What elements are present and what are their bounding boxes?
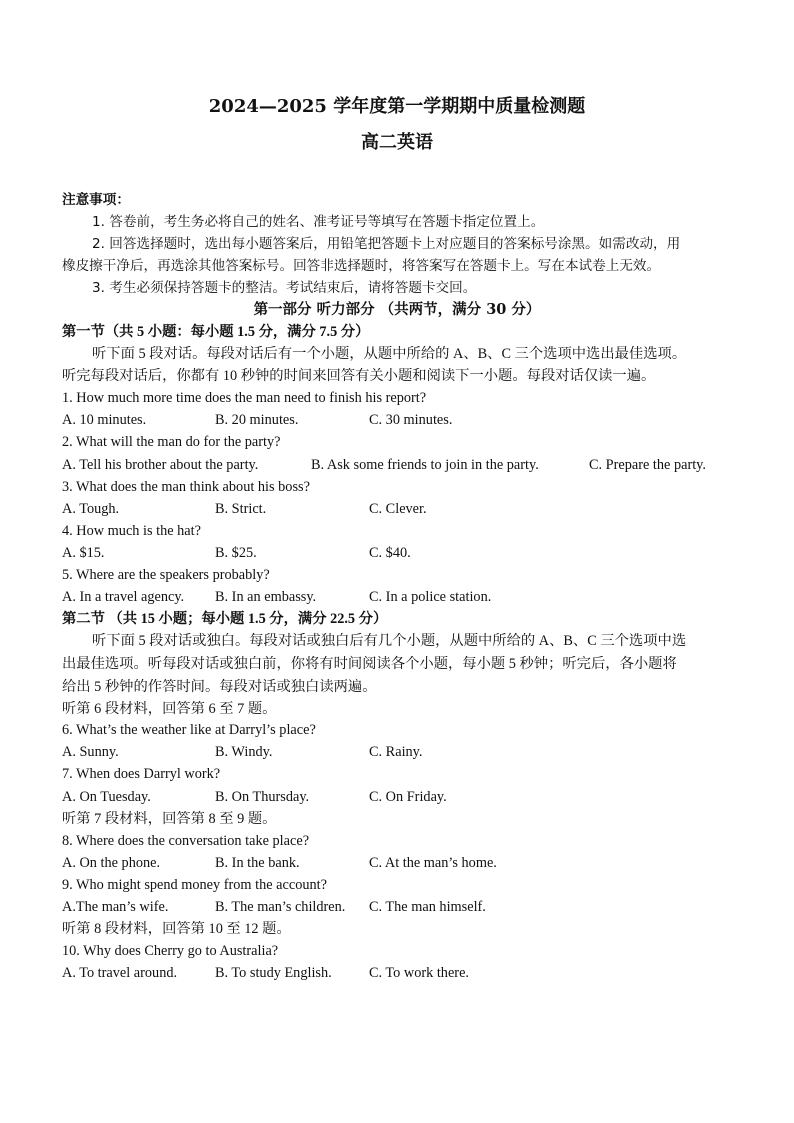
q3-option-c: C. Clever. (369, 501, 427, 517)
q5-option-c: C. In a police station. (369, 589, 492, 605)
q9-option-c: C. The man himself. (369, 899, 486, 915)
q9-option-a: A.The man’s wife. (62, 899, 169, 915)
q5-option-b: B. In an embassy. (215, 589, 317, 605)
q4-option-b: B. $25. (215, 545, 257, 561)
notice-item-2: 2. 回答选择题时，选出每小题答案后，用铅笔把答题卡上对应题目的答案标号涂黑。如需改动，用 (92, 236, 681, 252)
material-6-note: 听第 6 段材料，回答第 6 至 7 题。 (62, 701, 277, 717)
q7-option-c: C. On Friday. (369, 789, 447, 805)
q8-option-b: B. In the bank. (215, 855, 300, 871)
q1-option-b: B. 20 minutes. (215, 412, 299, 428)
section2-instruction-cont-2: 给出 5 秒钟的作答时间。每段对话或独白读两遍。 (62, 679, 377, 695)
q1-option-c: C. 30 minutes. (369, 412, 453, 428)
notice-item-1: 1. 答卷前，考生务必将自己的姓名、准考证号等填写在答题卡指定位置上。 (92, 214, 545, 230)
section1-instruction: 听下面 5 段对话。每段对话后有一个小题，从题中所给的 A、B、C 三个选项中选出最佳选项。 (92, 346, 687, 362)
question-3: 3. What does the man think about his boss? (62, 479, 310, 495)
q8-option-a: A. On the phone. (62, 855, 161, 871)
question-4: 4. How much is the hat? (62, 523, 201, 539)
exam-subject: 高二英语 (361, 132, 433, 153)
notice-item-2-cont: 橡皮擦干净后，再选涂其他答案标号。回答非选择题时，将答案写在答题卡上。写在本试卷上无效。 (62, 258, 661, 274)
question-9: 9. Who might spend money from the account? (62, 877, 327, 893)
part1-heading: 第一部分 听力部分 （共两节，满分 30 分） (253, 301, 541, 318)
q8-option-c: C. At the man’s home. (369, 855, 497, 871)
q9-option-b: B. The man’s children. (215, 899, 346, 915)
section1-instruction-cont: 听完每段对话后，你都有 10 秒钟的时间来回答有关小题和阅读下一小题。每段对话仅读一遍。 (62, 368, 656, 384)
q10-option-b: B. To study English. (215, 965, 332, 981)
question-2: 2. What will the man do for the party? (62, 434, 281, 450)
question-7: 7. When does Darryl work? (62, 766, 221, 782)
q6-option-a: A. Sunny. (62, 744, 119, 760)
exam-title: 2024—2025 学年度第一学期期中质量检测题 (208, 96, 586, 117)
q4-option-a: A. $15. (62, 545, 105, 561)
q7-option-b: B. On Thursday. (215, 789, 310, 805)
section2-instruction: 听下面 5 段对话或独白。每段对话或独白后有几个小题，从题中所给的 A、B、C 三个选项中选 (92, 633, 687, 649)
q3-option-a: A. Tough. (62, 501, 120, 517)
question-5: 5. Where are the speakers probably? (62, 567, 270, 583)
section2-instruction-cont-1: 出最佳选项。听每段对话或独白前，你将有时间阅读各个小题，每小题 5 秒钟；听完后，各小题将 (62, 656, 677, 672)
question-1: 1. How much more time does the man need to finish his report? (62, 390, 427, 406)
q2-option-c: C. Prepare the party. (589, 457, 706, 473)
q2-option-b: B. Ask some friends to join in the party. (311, 457, 539, 473)
q5-option-a: A. In a travel agency. (62, 589, 185, 605)
material-7-note: 听第 7 段材料，回答第 8 至 9 题。 (62, 811, 277, 827)
question-6: 6. What’s the weather like at Darryl’s place? (62, 722, 316, 738)
q1-option-a: A. 10 minutes. (62, 412, 147, 428)
question-10: 10. Why does Cherry go to Australia? (62, 943, 279, 959)
q4-option-c: C. $40. (369, 545, 411, 561)
q6-option-b: B. Windy. (215, 744, 273, 760)
q10-option-a: A. To travel around. (62, 965, 178, 981)
section2-heading: 第二节 （共 15 小题；每小题 1.5 分，满分 22.5 分） (62, 611, 388, 627)
notice-heading: 注意事项： (62, 192, 130, 208)
q10-option-c: C. To work there. (369, 965, 469, 981)
q6-option-c: C. Rainy. (369, 744, 423, 760)
q2-option-a: A. Tell his brother about the party. (62, 457, 259, 473)
material-8-note: 听第 8 段材料，回答第 10 至 12 题。 (62, 921, 291, 937)
q3-option-b: B. Strict. (215, 501, 267, 517)
section1-heading: 第一节（共 5 小题：每小题 1.5 分，满分 7.5 分） (62, 324, 370, 340)
question-8: 8. Where does the conversation take place? (62, 833, 310, 849)
q7-option-a: A. On Tuesday. (62, 789, 151, 805)
notice-item-3: 3. 考生必须保持答题卡的整洁。考试结束后，请将答题卡交回。 (92, 280, 477, 296)
